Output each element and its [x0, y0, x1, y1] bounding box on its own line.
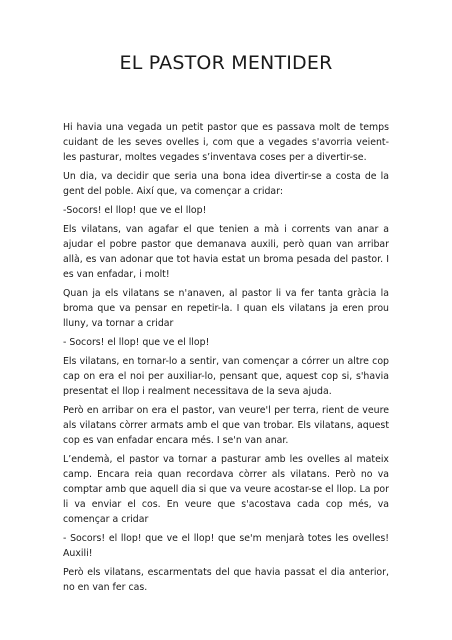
- paragraph-11: Però els vilatans, escarmentats del que havia passat el dia anterior, no en van fer cas.: [63, 567, 389, 593]
- paragraph-2: Un dia, va decidir que seria una bona idea divertir-se a costa de la gent del poble. Així que, va començar a cridar:: [63, 171, 389, 197]
- document-title: EL PASTOR MENTIDER: [119, 52, 333, 74]
- paragraph-8: Però en arribar on era el pastor, van veure'l per terra, rient de veure als vilatans còrrer armats amb el que van trobar. Els vilatans, aquest cop es van enfadar encara més. I se'n van anar.: [63, 405, 389, 446]
- paragraph-6: - Socors! el llop! que ve el llop!: [63, 337, 210, 348]
- paragraph-5: Quan ja els vilatans se n'anaven, al pastor li va fer tanta gràcia la broma que va pensar en repetir-la. I quan els vilatans ja eren prou lluny, va tornar a cridar: [63, 288, 389, 329]
- paragraph-9: L’endemà, el pastor va tornar a pasturar amb les ovelles al mateix camp. Encara reia quan recordava còrrer als vilatans. Però no va comptar amb que aquell dia si que va veure acostar-se el llop. La por li va enviar el cos. En veure que s'acostava cada cop més, va començar a cridar: [63, 454, 389, 525]
- paragraph-4: Els vilatans, van agafar el que tenien a mà i corrents van anar a ajudar el pobre pastor que demanava auxili, però quan van arribar allà, es van adonar que tot havia estat un broma pesada del pastor. I es van enfadar, i molt!: [63, 224, 389, 280]
- paragraph-3: -Socors! el llop! que ve el llop!: [63, 205, 207, 216]
- paragraph-1: Hi havia una vegada un petit pastor que es passava molt de temps cuidant de les seves ovelles i, com que a vegades s'avorria veient-les pasturar, moltes vegades s’inventava coses per a divertir-se.: [63, 122, 389, 163]
- paragraph-7: Els vilatans, en tornar-lo a sentir, van començar a córrer un altre cop cap on era el noi per auxiliar-lo, pensant que, aquest cop si, s'havia presentat el llop i realment necessitava de la seva ajuda.: [63, 356, 389, 397]
- paragraph-10: - Socors! el llop! que ve el llop! que se'm menjarà totes les ovelles! Auxili!: [63, 533, 389, 559]
- story-body: [63, 120, 389, 599]
